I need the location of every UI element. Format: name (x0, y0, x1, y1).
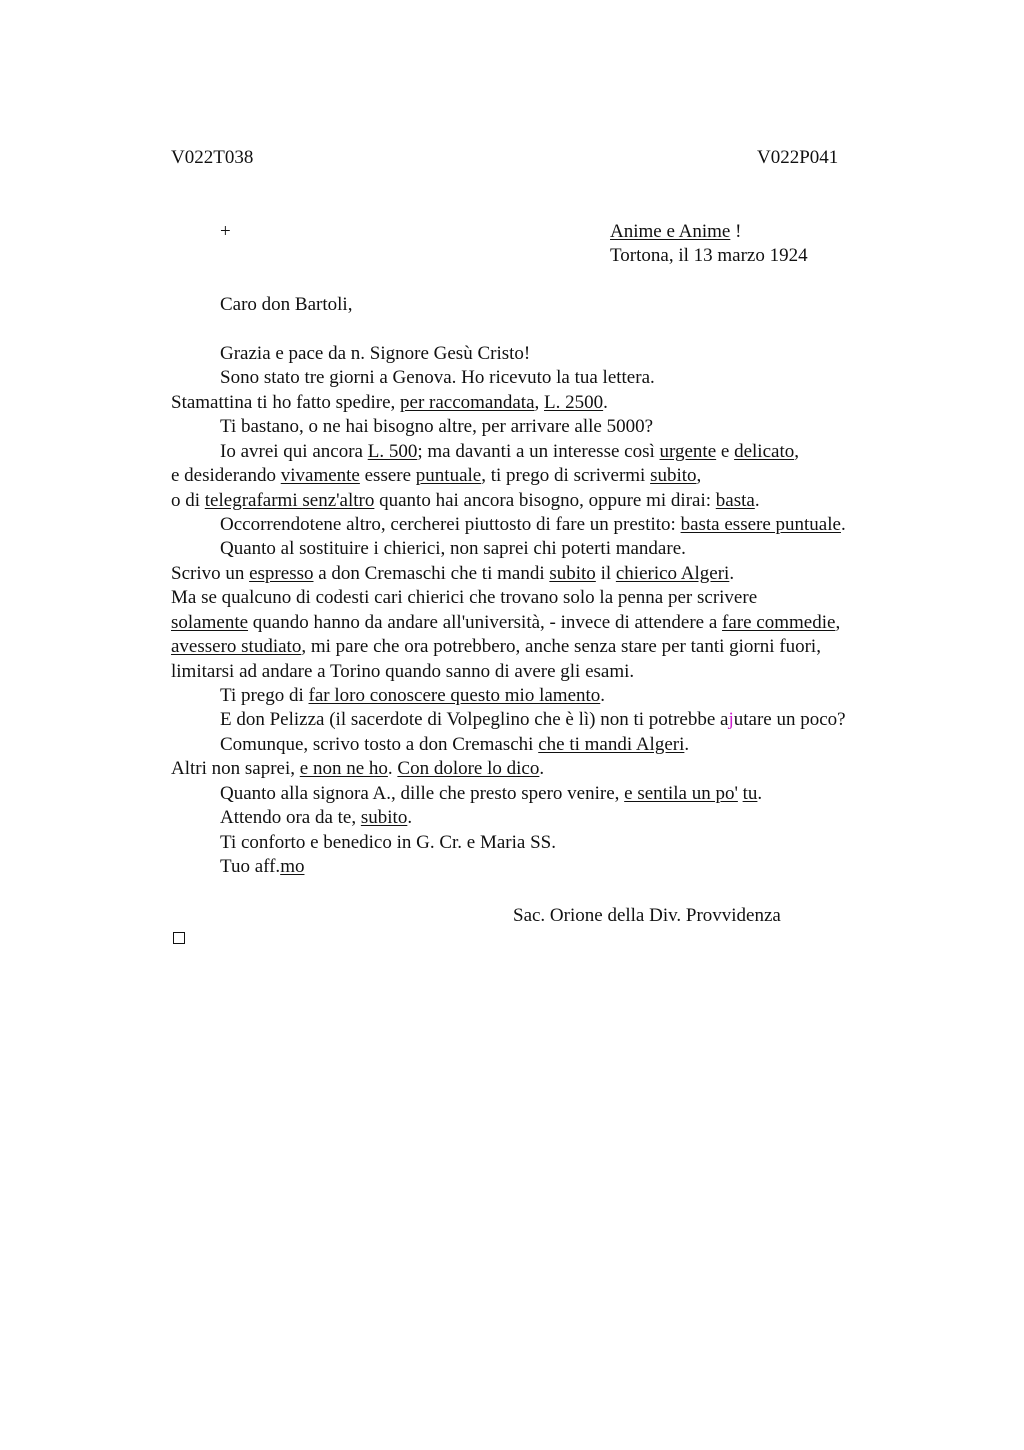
text-segment: . (729, 563, 735, 584)
text-segment: Quanto al sostituire i chierici, non saprei chi poterti mandare. (220, 538, 686, 559)
text-segment: , ti prego di scrivermi (481, 465, 651, 486)
text-segment: . (387, 758, 398, 779)
underlined-text: basta essere puntuale (680, 514, 841, 535)
underlined-text: fare commedie (722, 612, 836, 633)
text-segment: Io avrei qui ancora (220, 441, 368, 462)
text-segment: , (696, 465, 702, 486)
body-line (171, 611, 840, 635)
underlined-text: delicato (734, 441, 795, 462)
underlined-text: avessero studiato (171, 636, 302, 657)
motto-suffix: ! (730, 221, 742, 242)
underlined-text: L. 500 (367, 441, 418, 462)
underlined-text: telegrafarmi senz'altro (204, 490, 375, 511)
highlighted-letter: j (728, 709, 734, 730)
text-segment: e (716, 441, 735, 462)
body-line (220, 684, 605, 708)
text-segment: . (684, 734, 690, 755)
text-segment: quando hanno da andare all'università, - invece di attendere a (248, 612, 723, 633)
text-segment: Attendo ora da te, (220, 807, 361, 828)
body-line (171, 635, 821, 659)
underlined-text: chierico Algeri (615, 563, 730, 584)
body-line (171, 489, 760, 513)
cross-symbol: + (220, 221, 231, 242)
header-right-code: V022P041 (757, 147, 839, 168)
text-segment: Altri non saprei, (171, 758, 300, 779)
salutation: Caro don Bartoli, (220, 294, 353, 315)
text-segment: e desiderando (171, 465, 281, 486)
body-line (171, 660, 634, 684)
underlined-text: e sentila un po' (624, 783, 738, 804)
signature: Sac. Orione della Div. Provvidenza (513, 905, 781, 926)
body-line (171, 586, 757, 610)
body-line (220, 440, 799, 464)
text-segment: . (840, 514, 846, 535)
text-segment: quanto hai ancora bisogno, oppure mi dirai: (374, 490, 716, 511)
body-line (220, 831, 556, 855)
underlined-text: L. 2500 (544, 392, 604, 413)
text-segment: limitarsi ad andare a Torino quando sanno di avere gli esami. (171, 661, 635, 682)
underlined-text: mo (280, 856, 305, 877)
text-segment: , (534, 392, 545, 413)
text-segment: . (754, 490, 760, 511)
text-segment: Ti bastano, o ne hai bisogno altre, per arrivare alle 5000? (220, 416, 654, 437)
text-segment: Comunque, scrivo tosto a don Cremaschi (220, 734, 539, 755)
body-line (220, 513, 846, 537)
text-segment: a don Cremaschi che ti mandi (313, 563, 550, 584)
header-left-code: V022T038 (171, 147, 254, 168)
text-segment: Sono stato tre giorni a Genova. Ho ricevuto la tua lettera. (220, 367, 655, 388)
underlined-text: basta (715, 490, 755, 511)
text-segment: ; ma davanti a un interesse così (417, 441, 660, 462)
underlined-text: Con dolore lo dico (397, 758, 540, 779)
text-segment: Stamattina ti ho fatto spedire, (171, 392, 401, 413)
text-segment: il (595, 563, 616, 584)
text-segment: . (539, 758, 545, 779)
body-line (220, 782, 762, 806)
underlined-text: tu (742, 783, 758, 804)
text-segment: Tuo aff. (220, 856, 281, 877)
motto-text: Anime e Anime (610, 221, 731, 242)
text-segment: Ti prego di (220, 685, 309, 706)
body-line (220, 537, 686, 561)
text-segment: . (757, 783, 763, 804)
underlined-text: che ti mandi Algeri (538, 734, 685, 755)
underlined-text: far loro conoscere questo mio lamento (308, 685, 601, 706)
underlined-text: vivamente (280, 465, 360, 486)
body-line (220, 342, 530, 366)
underlined-text: urgente (659, 441, 717, 462)
underlined-text: subito (650, 465, 697, 486)
body-line (171, 464, 701, 488)
body-line (171, 562, 734, 586)
underlined-text: subito (549, 563, 596, 584)
text-segment: . (603, 392, 608, 413)
body-line (171, 391, 608, 415)
text-segment: , (794, 441, 799, 462)
underlined-text: e non ne ho (299, 758, 388, 779)
text-segment: essere (359, 465, 416, 486)
body-line (220, 855, 304, 879)
body-line (171, 757, 544, 781)
text-segment: . (600, 685, 606, 706)
text-segment: , mi pare che ora potrebbero, anche senza stare per tanti giorni fuori, (301, 636, 821, 657)
text-segment: Ti conforto e benedico in G. Cr. e Maria SS. (220, 832, 556, 853)
body-line (220, 708, 846, 732)
place-date: Tortona, il 13 marzo 1924 (610, 245, 808, 266)
checkbox-square-icon (173, 932, 185, 944)
underlined-text: espresso (249, 563, 314, 584)
underlined-text: subito (360, 807, 408, 828)
underlined-text: per raccomandata (400, 392, 535, 413)
text-segment: Occorrendotene altro, cercherei piuttosto di fare un prestito: (220, 514, 681, 535)
text-segment: Ma se qualcuno di codesti cari chierici che trovano solo la penna per scrivere (171, 587, 758, 608)
text-segment: E don Pelizza (il sacerdote di Volpeglino che è lì) non ti potrebbe a (220, 709, 729, 730)
body-line (220, 733, 689, 757)
text-segment: Scrivo un (171, 563, 250, 584)
text-segment: Quanto alla signora A., dille che presto spero venire, (220, 783, 625, 804)
underlined-text: puntuale (415, 465, 482, 486)
motto (610, 220, 741, 244)
underlined-text: solamente (171, 612, 249, 633)
text-segment: o di (171, 490, 205, 511)
text-segment: utare un poco? (733, 709, 846, 730)
text-segment: Grazia e pace da n. Signore Gesù Cristo! (220, 343, 531, 364)
body-line (220, 415, 653, 439)
body-line (220, 806, 412, 830)
text-segment: , (835, 612, 841, 633)
text-segment: . (407, 807, 413, 828)
body-line (220, 366, 655, 390)
